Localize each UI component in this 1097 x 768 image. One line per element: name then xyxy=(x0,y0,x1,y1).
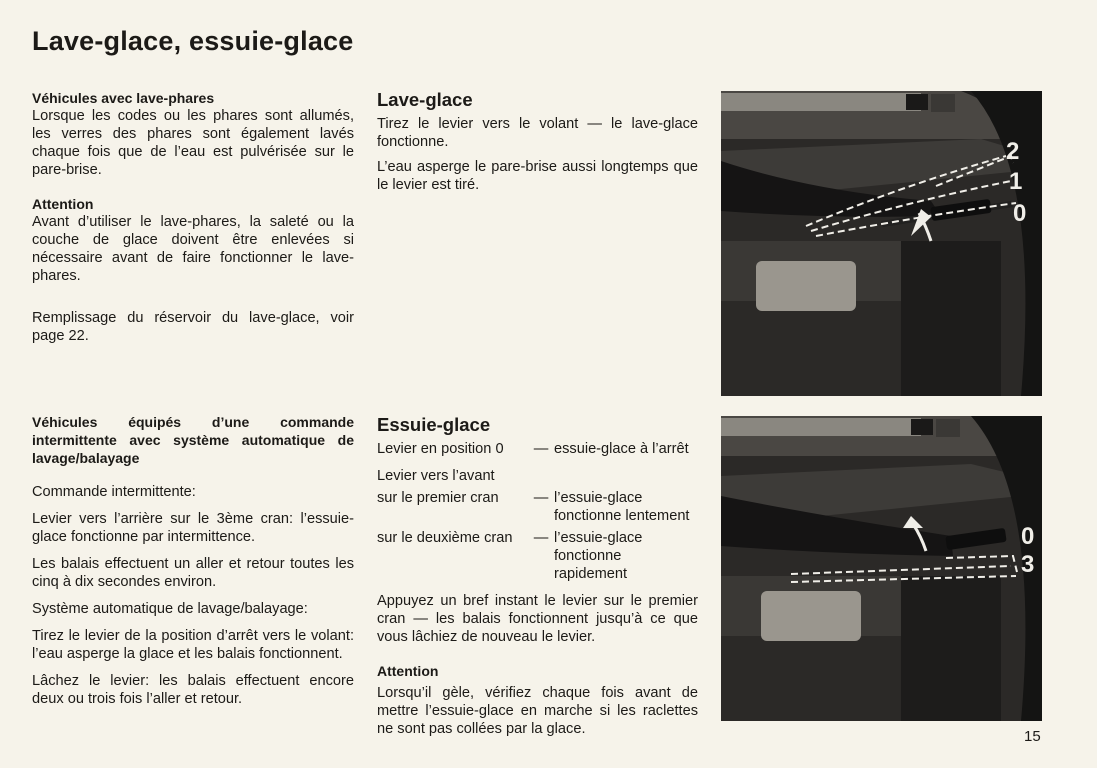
washer-text-2: L’eau asperge le pare-brise aussi longtemps que le levier est tiré. xyxy=(377,159,698,193)
intermittent-section-heading: Véhicules équipés d’une commande intermittente avec système automatique de lavage/balayage xyxy=(32,414,354,466)
auto-wash-text-2: Lâchez le levier: les balais effectuent encore deux ou trois fois l’aller et retour. xyxy=(32,673,354,707)
intermittent-text-2: Les balais effectuent un aller et retour toutes les cinq à dix secondes environ. xyxy=(32,556,354,590)
intermittent-section xyxy=(32,413,354,708)
intermittent-text-1: Levier vers l’arrière sur le 3ème cran: l’essuie-glace fonctionne par intermittence. xyxy=(32,511,354,545)
position-3-label: 3 xyxy=(1021,551,1035,578)
wiper-section xyxy=(377,414,698,738)
reservoir-text: Remplissage du réservoir du lave-glace, voir page 22. xyxy=(32,310,354,344)
short-press-text: Appuyez un bref instant le levier sur le premier cran — les balais fonctionnent jusqu’à ce que vous lâchiez de nouveau le levier. xyxy=(377,593,698,645)
position-1-label: 1 xyxy=(1009,168,1023,195)
headlamp-washer-heading: Véhicules avec lave-phares xyxy=(32,90,215,106)
frost-warning-text: Lorsqu’il gèle, vérifiez chaque fois avant de mettre l’essuie-glace en marche si les raclettes ne sont pas collées par la glace. xyxy=(377,685,698,737)
second-notch-label: sur le deuxième cran xyxy=(377,530,513,546)
washer-section xyxy=(377,89,698,194)
position-0-desc: essuie-glace à l’arrêt xyxy=(554,441,689,457)
headlamp-washer-section xyxy=(32,89,354,345)
page-title: Lave-glace, essuie-glace xyxy=(32,26,354,56)
intermittent-heading: Commande intermittente: xyxy=(32,484,196,500)
wiper-position-row xyxy=(377,440,698,458)
wiper-position-row xyxy=(377,529,698,583)
washer-text-1: Tirez le levier vers le volant — le lave-glace fonctionne. xyxy=(377,116,698,150)
position-0-label: 0 xyxy=(1021,523,1035,550)
page-number: 15 xyxy=(1024,728,1041,745)
first-notch-desc: l’essuie-glace fonctionne lentement xyxy=(554,490,690,524)
lever-forward-text: Levier vers l’avant xyxy=(377,468,495,484)
position-0-label: Levier en position 0 xyxy=(377,441,504,457)
washer-lever-photo xyxy=(721,91,1042,396)
wiper-heading: Essuie-glace xyxy=(377,414,491,435)
wiper-position-row xyxy=(377,489,698,525)
dash: — xyxy=(533,441,549,457)
wiper-lever-photo xyxy=(721,416,1042,721)
headlamp-washer-text: Lorsque les codes ou les phares sont allumés, les verres des phares sont également lavés chaque fois que de l’eau est pulvérisée sur le pare-brise. xyxy=(32,108,354,178)
second-notch-desc: l’essuie-glace fonctionne rapidement xyxy=(554,530,643,582)
auto-wash-heading: Système automatique de lavage/balayage: xyxy=(32,601,308,617)
position-0-label: 0 xyxy=(1013,200,1027,227)
auto-wash-text-1: Tirez le levier de la position d’arrêt vers le volant: l’eau asperge la glace et les balais fonctionnent. xyxy=(32,628,354,662)
attention-heading: Attention xyxy=(32,196,94,212)
washer-heading: Lave-glace xyxy=(377,89,473,110)
dash: — xyxy=(533,490,549,506)
first-notch-label: sur le premier cran xyxy=(377,490,499,506)
position-2-label: 2 xyxy=(1006,138,1020,165)
attention-text: Avant d’utiliser le lave-phares, la saleté ou la couche de glace doivent être enlevées si nécessaire avant de faire fonctionner le lave-phares. xyxy=(32,214,354,284)
attention-heading: Attention xyxy=(377,663,439,679)
dash: — xyxy=(533,530,549,546)
